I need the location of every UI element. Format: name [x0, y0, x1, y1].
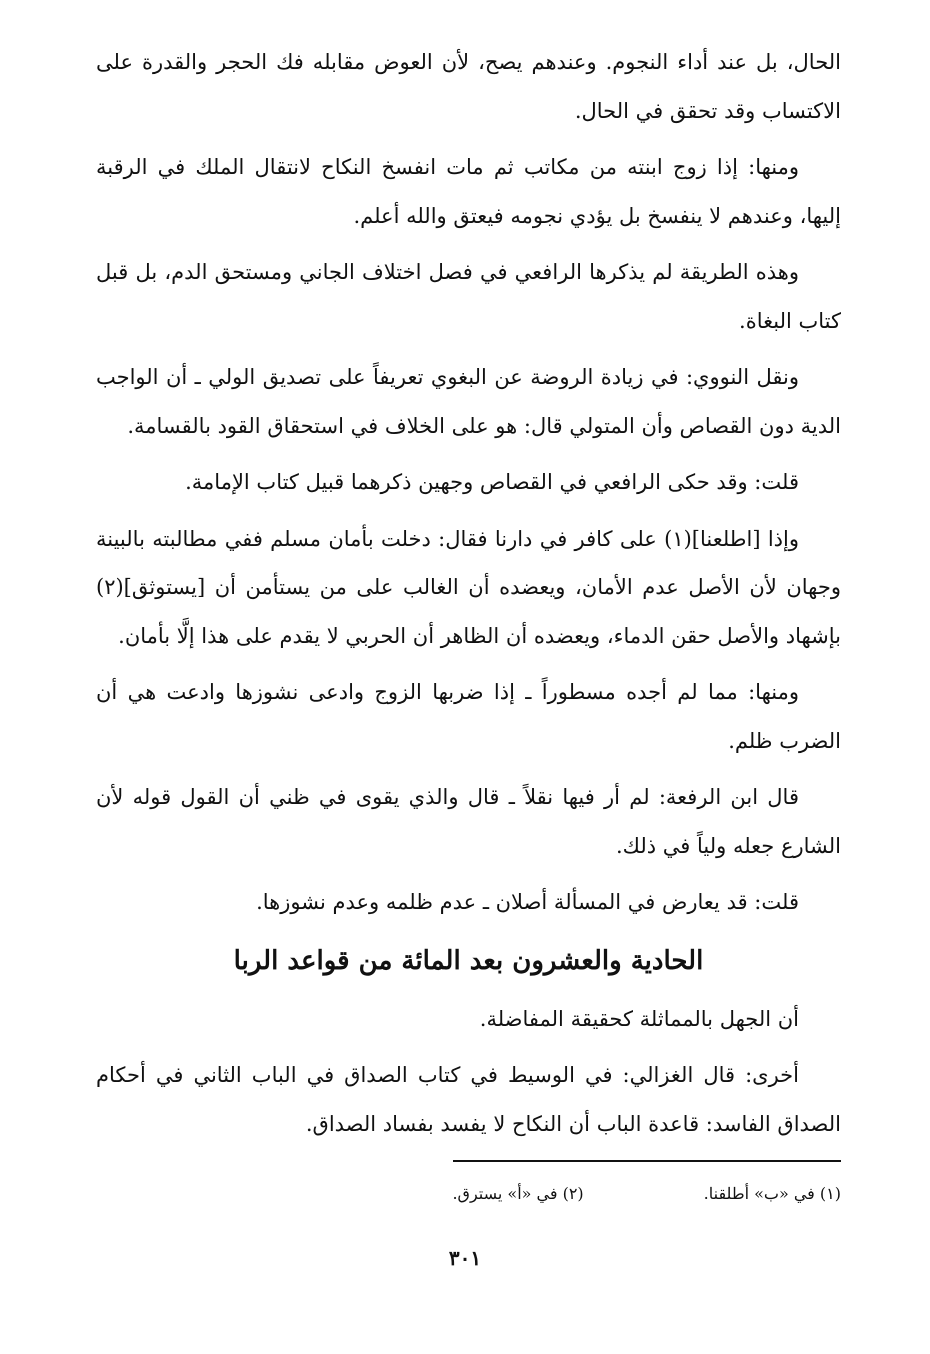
section-heading: الحادية والعشرون بعد المائة من قواعد الربا: [233, 945, 704, 976]
paragraph-5: قلت: وقد حكى الرافعي في القصاص وجهين ذكرهما قبيل كتاب الإمامة.: [185, 470, 799, 494]
paragraph-10: أن الجهل بالمماثلة كحقيقة المفاضلة.: [479, 1006, 799, 1031]
body-text: [96, 38, 841, 1156]
paragraph-8: قال ابن الرفعة: لم أر فيها نقلاً ـ قال والذي يقوى في ظني أن القول قوله لأن الشارع جعله ولياً في ذلك.: [96, 785, 841, 858]
paragraph-4: ونقل النووي: في زيادة الروضة عن البغوي تعريفاً على تصديق الولي ـ أن الواجب الدية دون القصاص وأن المتولي قال: هو على الخلاف في استحقاق القود بالقسامة.: [96, 365, 841, 438]
paragraph-11: أخرى: قال الغزالي: في الوسيط في كتاب الصداق في الباب الثاني في أحكام الصداق الفاسد: قاعدة الباب أن النكاح لا يفسد بفساد الصداق.: [96, 1063, 841, 1136]
paragraph-3: وهذه الطريقة لم يذكرها الرافعي في فصل اختلاف الجاني ومستحق الدم، بل قبل كتاب البغاة.: [96, 260, 841, 333]
footnote-1: (١) في «ب» أطلقنا.: [703, 1184, 841, 1203]
paragraph-1: الحال، بل عند أداء النجوم. وعندهم يصح، لأن العوض مقابله فك الحجر والقدرة على الاكتساب وقد تحقق في الحال.: [96, 50, 841, 123]
paragraph-6: وإذا [اطلعنا](١) على كافر في دارنا فقال: دخلت بأمان مسلم ففي مطالبته بالبينة وجهان لأن الأصل عدم الأمان، ويعضده أن الغالب على من يستأمن أن [يستوثق](٢) بإشهاد والأصل حقن الدماء، ويعضده أن الظاهر أن الحربي لا يقدم على هذا إلَّا بأمان.: [96, 526, 841, 648]
footnotes: [360, 1180, 841, 1208]
paragraph-9: قلت: قد يعارض في المسألة أصلان ـ عدم ظلمه وعدم نشوزها.: [256, 890, 799, 914]
paragraph-2: ومنها: إذا زوج ابنته من مكاتب ثم مات انفسخ النكاح لانتقال الملك في الرقبة إليها، وعندهم لا ينفسخ بل يؤدي نجومه فيعتق والله أعلم.: [96, 155, 841, 228]
footnote-separator: [453, 1160, 841, 1162]
footnote-2: (٢) في «أ» يسترق.: [452, 1184, 584, 1203]
page-number: ٣٠١: [448, 1246, 482, 1270]
paragraph-7: ومنها: مما لم أجده مسطوراً ـ إذا ضربها الزوج وادعى نشوزها وادعت هي أن الضرب ظلم.: [96, 680, 841, 753]
